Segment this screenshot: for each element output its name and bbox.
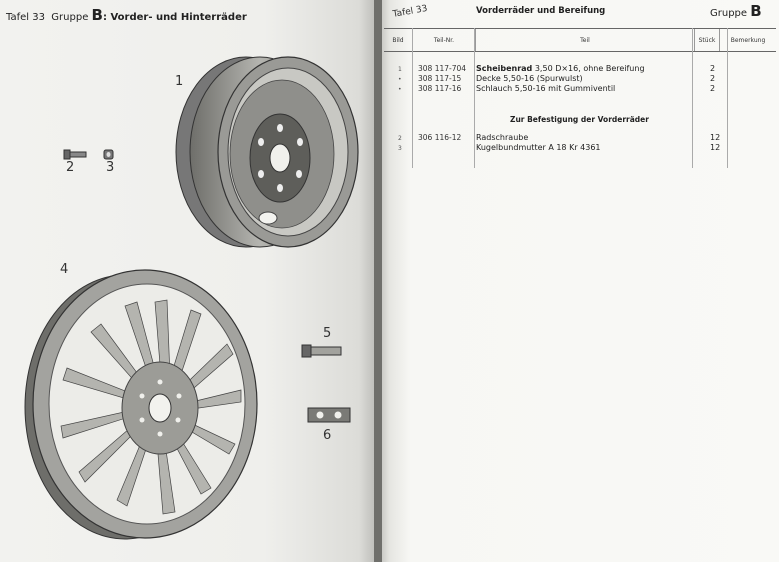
row-bild: 1 <box>398 66 402 73</box>
table-row <box>384 84 776 94</box>
row-teil-nr: 308 117-16 <box>418 84 462 93</box>
row-stueck: 12 <box>710 133 721 142</box>
table-row <box>384 133 776 143</box>
right-page-gruppe <box>710 2 762 20</box>
figure-number-5: 5 <box>323 326 332 341</box>
row-bild: 2 <box>398 135 402 142</box>
row-stueck: 2 <box>710 74 716 83</box>
row-stueck: 12 <box>710 143 721 152</box>
row-stueck: 2 <box>710 64 716 73</box>
table-row <box>384 74 776 84</box>
col-teil: Teil <box>476 29 695 52</box>
gruppe-letter: B <box>91 6 103 24</box>
row-teil-bold: Scheibenrad <box>476 64 533 73</box>
parts-table-body <box>384 64 776 94</box>
col-teil-nr: Teil-Nr. <box>413 29 476 52</box>
row-bild: • <box>398 86 402 93</box>
spoke-wheel-illustration <box>15 262 270 547</box>
row-teil-text: 3,50 D×16, ohne Bereifung <box>532 64 645 73</box>
right-page-tafel: Tafel 33 <box>392 3 429 20</box>
col-bemerkung: Bemerkung <box>720 29 777 52</box>
figure-number-3: 3 <box>106 160 115 175</box>
table-row <box>384 64 776 74</box>
disc-wheel-illustration <box>168 50 368 255</box>
left-page-header <box>6 6 247 24</box>
bolt-illustration <box>300 342 346 360</box>
column-rule <box>692 28 693 168</box>
left-page-title: : Vorder- und Hinterräder <box>102 12 247 23</box>
figure-number-4: 4 <box>60 262 69 277</box>
col-bild: Bild <box>384 29 413 52</box>
plate-illustration <box>306 405 352 425</box>
row-stueck: 2 <box>710 84 716 93</box>
right-gruppe-letter: B <box>750 2 762 20</box>
column-rule <box>727 28 728 168</box>
parts-table-header <box>384 28 776 52</box>
col-stueck: Stück <box>695 29 720 52</box>
section-title: Zur Befestigung der Vorderräder <box>510 115 649 124</box>
figure-number-2: 2 <box>66 160 75 175</box>
column-rule <box>474 28 475 168</box>
row-teil-nr: 308 117-704 <box>418 64 467 73</box>
tafel-label: Tafel 33 <box>6 12 45 23</box>
row-teil-nr: 308 117-15 <box>418 74 462 83</box>
row-teil: Decke 5,50-16 (Spurwulst) <box>476 74 583 83</box>
table-row <box>384 143 776 153</box>
row-teil-nr: 306 116-12 <box>418 133 462 142</box>
parts-table-body-2 <box>384 133 776 153</box>
row-bild: 3 <box>398 145 402 152</box>
row-teil <box>476 64 645 73</box>
row-teil: Kugelbundmutter A 18 Kr 4361 <box>476 143 601 152</box>
gruppe-label: Gruppe <box>51 12 89 23</box>
right-page-title: Vorderräder und Bereifung <box>476 6 606 16</box>
row-teil: Radschraube <box>476 133 529 142</box>
row-bild: • <box>398 76 402 83</box>
right-gruppe-label: Gruppe <box>710 8 748 19</box>
figure-number-1: 1 <box>175 74 184 89</box>
column-rule <box>412 28 413 168</box>
row-teil: Schlauch 5,50-16 mit Gummiventil <box>476 84 616 93</box>
figure-number-6: 6 <box>323 428 332 443</box>
book-gutter <box>374 0 382 562</box>
